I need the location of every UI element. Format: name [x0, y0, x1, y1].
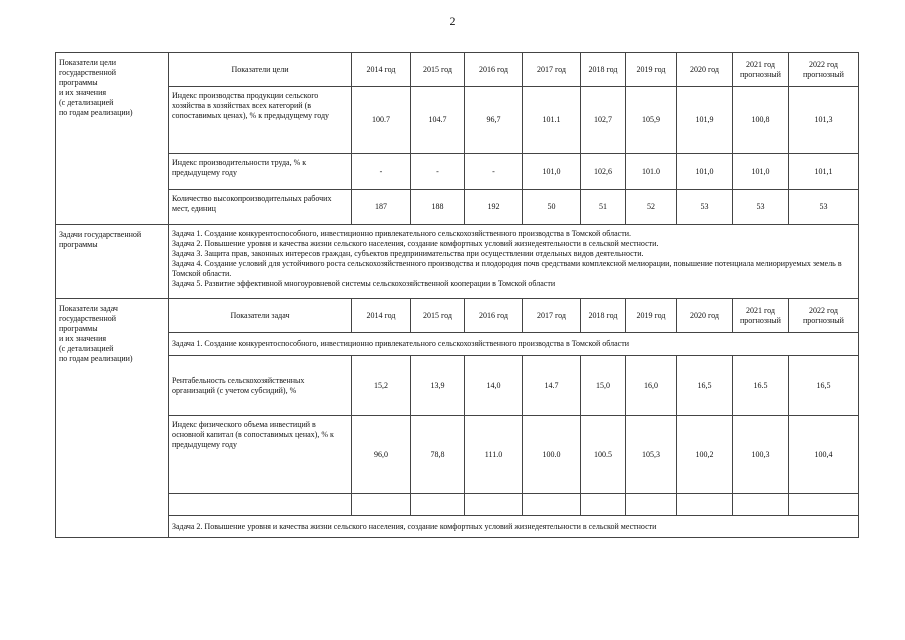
task-indicator-name: Индекс физического объема инвестиций в основной капитал (в сопоставимых ценах), % к предыдущему году [169, 416, 352, 494]
task-indicator-name: Рентабельность сельскохозяйственных организаций (с учетом субсидий), % [169, 356, 352, 416]
forecast-year-header: 2021 год прогнозный [733, 299, 789, 333]
year-header: 2015 год [411, 53, 465, 87]
value-cell: 14,0 [465, 356, 523, 416]
value-cell: 16,5 [677, 356, 733, 416]
year-header: 2020 год [677, 53, 733, 87]
value-cell: 15,0 [581, 356, 626, 416]
value-cell: 53 [789, 190, 859, 225]
value-cell: 16,5 [789, 356, 859, 416]
value-cell: 100,2 [677, 416, 733, 494]
task1-title: Задача 1. Создание конкурентоспособного, инвестиционно привлекательного сельскохозяйственного производства в Томской области [169, 333, 859, 356]
value-cell: 100.0 [523, 416, 581, 494]
value-cell: 101,9 [677, 87, 733, 154]
year-header: 2019 год [626, 53, 677, 87]
value-cell: 96,7 [465, 87, 523, 154]
empty-cell [789, 494, 859, 516]
value-cell: - [352, 154, 411, 190]
value-cell: 16,0 [626, 356, 677, 416]
empty-cell [465, 494, 523, 516]
value-cell: 101.0 [626, 154, 677, 190]
value-cell: 101,0 [523, 154, 581, 190]
task-item: Задача 3. Защита прав, законных интересов граждан, субъектов предпринимательства при осуществлении отдельных видов деятельности. [172, 249, 644, 258]
goal-indicator-name: Индекс производства продукции сельского хозяйства в хозяйствах всех категорий (в сопоставимых ценах), % к предыдущему году [169, 87, 352, 154]
task-indicators-label: Показатели задач государственной программы и их значения (с детализацией по годам реализации) [56, 299, 169, 538]
year-header: 2017 год [523, 299, 581, 333]
goal-indicators-label: Показатели цели государственной программы и их значения (с детализацией по годам реализации) [56, 53, 169, 225]
value-cell: 188 [411, 190, 465, 225]
empty-cell [523, 494, 581, 516]
forecast-year-header: 2022 год прогнозный [789, 299, 859, 333]
value-cell: 53 [733, 190, 789, 225]
year-header: 2014 год [352, 299, 411, 333]
value-cell: 51 [581, 190, 626, 225]
value-cell: 101,1 [789, 154, 859, 190]
forecast-year-header: 2022 год прогнозный [789, 53, 859, 87]
value-cell: 105,9 [626, 87, 677, 154]
year-header: 2019 год [626, 299, 677, 333]
value-cell: 101,0 [677, 154, 733, 190]
value-cell: 100,3 [733, 416, 789, 494]
value-cell: 52 [626, 190, 677, 225]
year-header: 2016 год [465, 53, 523, 87]
value-cell: 101,3 [789, 87, 859, 154]
empty-cell [581, 494, 626, 516]
task-item: Задача 2. Повышение уровня и качества жизни сельского населения, создание комфортных условий жизнедеятельности в сельской местности. [172, 239, 659, 248]
goal-indicator-name: Количество высокопроизводительных рабочих мест, единиц [169, 190, 352, 225]
value-cell: 100.5 [581, 416, 626, 494]
value-cell: 100.7 [352, 87, 411, 154]
year-header: 2017 год [523, 53, 581, 87]
value-cell: 78,8 [411, 416, 465, 494]
year-header: 2020 год [677, 299, 733, 333]
empty-cell [677, 494, 733, 516]
task-item: Задача 5. Развитие эффективной многоуровневой системы сельскохозяйственной кооперации в Томской области [172, 279, 556, 288]
goal-indicator-name: Индекс производительности труда, % к предыдущему году [169, 154, 352, 190]
value-cell: 104.7 [411, 87, 465, 154]
value-cell: 16.5 [733, 356, 789, 416]
value-cell: 14.7 [523, 356, 581, 416]
value-cell: 105,3 [626, 416, 677, 494]
empty-cell [733, 494, 789, 516]
value-cell: 15,2 [352, 356, 411, 416]
value-cell: - [465, 154, 523, 190]
year-header: 2014 год [352, 53, 411, 87]
value-cell: 53 [677, 190, 733, 225]
year-header: 2018 год [581, 53, 626, 87]
task2-title: Задача 2. Повышение уровня и качества жизни сельского населения, создание комфортных условий жизнедеятельности в сельской местности [169, 516, 859, 538]
value-cell: 50 [523, 190, 581, 225]
program-tasks-label: Задачи государственной программы [56, 225, 169, 299]
empty-cell [352, 494, 411, 516]
empty-indicator-cell [169, 494, 352, 516]
value-cell: 101.1 [523, 87, 581, 154]
task-item: Задача 4. Создание условий для устойчивого роста сельскохозяйственного производства и плодородия почв средствами комплексной мелиорации, повышение потенциала мелиорируемых земель в Томской области. [172, 259, 842, 278]
forecast-year-header: 2021 год прогнозный [733, 53, 789, 87]
year-header: 2015 год [411, 299, 465, 333]
value-cell: 102,7 [581, 87, 626, 154]
value-cell: 96,0 [352, 416, 411, 494]
program-tasks-list [169, 225, 859, 299]
value-cell: - [411, 154, 465, 190]
task-item: Задача 1. Создание конкурентоспособного, инвестиционно привлекательного сельскохозяйственного производства в Томской области. [172, 229, 631, 238]
year-header: 2016 год [465, 299, 523, 333]
page-number: 2 [449, 14, 456, 28]
empty-cell [411, 494, 465, 516]
value-cell: 102,6 [581, 154, 626, 190]
goal-indicator-header: Показатели цели [169, 53, 352, 87]
value-cell: 101,0 [733, 154, 789, 190]
task-indicator-header: Показатели задач [169, 299, 352, 333]
value-cell: 111.0 [465, 416, 523, 494]
empty-cell [626, 494, 677, 516]
value-cell: 100,8 [733, 87, 789, 154]
program-table [55, 52, 859, 538]
value-cell: 187 [352, 190, 411, 225]
value-cell: 13,9 [411, 356, 465, 416]
value-cell: 100,4 [789, 416, 859, 494]
year-header: 2018 год [581, 299, 626, 333]
value-cell: 192 [465, 190, 523, 225]
